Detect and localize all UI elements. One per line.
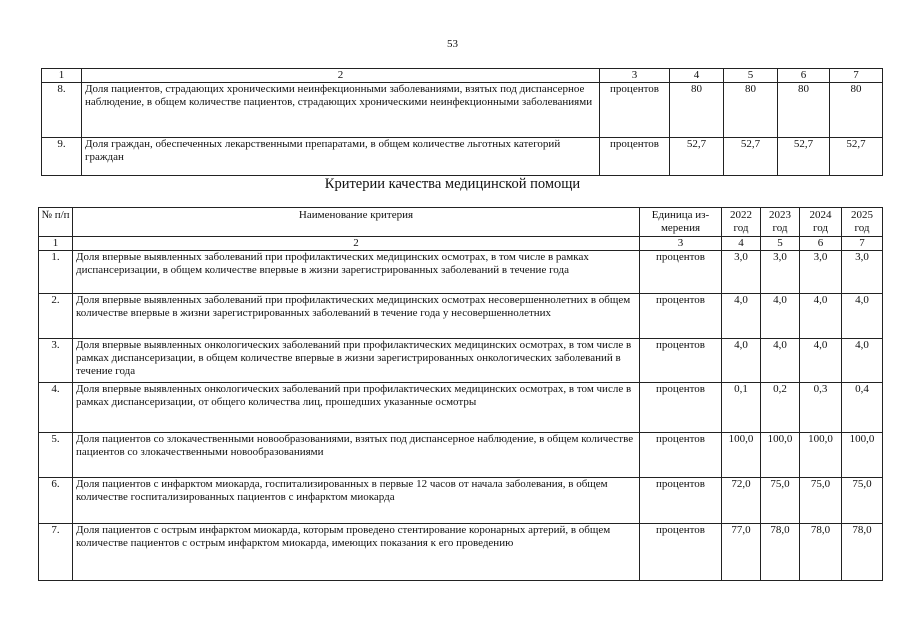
value-cell: 80 — [670, 83, 724, 138]
criterion-name: Доля пациентов со злокачественными новообразованиями, взятых под диспансерное наблюдение, в общем количестве пациентов со злокачественными новообразованиями — [73, 433, 640, 478]
row-number: 7. — [39, 524, 73, 581]
value-cell: 0,4 — [842, 383, 883, 433]
table-row — [39, 478, 883, 524]
col-header-name: Наименование критерия — [73, 208, 640, 237]
criterion-name: Доля впервые выявленных онкологических заболеваний при профилактических медицинских осмотрах, в том числе в рамках диспансеризации, от общего количества лиц, прошедших указанные осмотры — [73, 383, 640, 433]
table1-index-cell: 1 — [42, 69, 82, 83]
value-cell: 4,0 — [761, 294, 800, 339]
criterion-name: Доля пациентов с инфарктом миокарда, госпитализированных в первые 12 часов от начала заболевания, в общем количестве госпитализированных пациентов с инфарктом миокарда — [73, 478, 640, 524]
unit-cell: процентов — [640, 294, 722, 339]
value-cell: 100,0 — [761, 433, 800, 478]
value-cell: 4,0 — [842, 339, 883, 383]
table-row — [39, 383, 883, 433]
table1-index-cell: 4 — [670, 69, 724, 83]
value-cell: 100,0 — [722, 433, 761, 478]
unit-cell: процентов — [640, 478, 722, 524]
table-row — [39, 433, 883, 478]
table1-index-cell: 6 — [778, 69, 830, 83]
value-cell: 4,0 — [761, 339, 800, 383]
table1-index-row — [42, 69, 883, 83]
value-cell: 4,0 — [722, 294, 761, 339]
unit-cell: процентов — [600, 138, 670, 176]
value-cell: 75,0 — [761, 478, 800, 524]
value-cell: 80 — [778, 83, 830, 138]
value-cell: 52,7 — [724, 138, 778, 176]
col-header-year: 2023 год — [761, 208, 800, 237]
value-cell: 4,0 — [800, 339, 842, 383]
value-cell: 4,0 — [722, 339, 761, 383]
table2-index-row — [39, 237, 883, 251]
page-number: 53 — [447, 38, 458, 50]
unit-cell: процентов — [640, 524, 722, 581]
value-cell: 3,0 — [722, 251, 761, 294]
row-number: 4. — [39, 383, 73, 433]
table2-index-cell: 4 — [722, 237, 761, 251]
unit-cell: процентов — [640, 383, 722, 433]
table-row — [39, 294, 883, 339]
table2-index-cell: 6 — [800, 237, 842, 251]
value-cell: 3,0 — [842, 251, 883, 294]
col-header-year: 2025 год — [842, 208, 883, 237]
table1-index-cell: 3 — [600, 69, 670, 83]
row-number: 9. — [42, 138, 82, 176]
table2-index-cell: 2 — [73, 237, 640, 251]
indicators-table-continued — [41, 68, 883, 176]
section-title: Критерии качества медицинской помощи — [324, 176, 581, 192]
value-cell: 78,0 — [800, 524, 842, 581]
row-number: 6. — [39, 478, 73, 524]
value-cell: 52,7 — [778, 138, 830, 176]
table1-index-cell: 2 — [82, 69, 600, 83]
table2-index-cell: 1 — [39, 237, 73, 251]
value-cell: 75,0 — [842, 478, 883, 524]
row-number: 5. — [39, 433, 73, 478]
unit-cell: процентов — [640, 251, 722, 294]
value-cell: 80 — [724, 83, 778, 138]
value-cell: 4,0 — [800, 294, 842, 339]
value-cell: 0,1 — [722, 383, 761, 433]
criterion-name: Доля впервые выявленных заболеваний при профилактических медицинских осмотрах, в том числе в рамках диспансеризации, в общем количестве впервые в жизни зарегистрированных заболеваний в течение года — [73, 251, 640, 294]
row-number: 3. — [39, 339, 73, 383]
value-cell: 78,0 — [761, 524, 800, 581]
value-cell: 75,0 — [800, 478, 842, 524]
table-row — [39, 251, 883, 294]
col-header-unit: Единица измерения — [640, 208, 722, 237]
value-cell: 78,0 — [842, 524, 883, 581]
table1-index-cell: 7 — [830, 69, 883, 83]
row-number: 2. — [39, 294, 73, 339]
col-header-year: 2024 год — [800, 208, 842, 237]
value-cell: 0,2 — [761, 383, 800, 433]
col-header-year: 2022 год — [722, 208, 761, 237]
unit-cell: процентов — [640, 433, 722, 478]
table2-index-cell: 7 — [842, 237, 883, 251]
table-row — [39, 524, 883, 581]
table-row — [42, 83, 883, 138]
indicator-name: Доля пациентов, страдающих хроническими неинфекционными заболеваниями, взятых под диспансерное наблюдение, в общем количестве пациентов, страдающих хроническими неинфекционными заболеваниями — [82, 83, 600, 138]
value-cell: 3,0 — [800, 251, 842, 294]
value-cell: 72,0 — [722, 478, 761, 524]
table2-index-cell: 5 — [761, 237, 800, 251]
value-cell: 80 — [830, 83, 883, 138]
value-cell: 3,0 — [761, 251, 800, 294]
value-cell: 0,3 — [800, 383, 842, 433]
unit-cell: процентов — [640, 339, 722, 383]
unit-cell: процентов — [600, 83, 670, 138]
value-cell: 77,0 — [722, 524, 761, 581]
row-number: 8. — [42, 83, 82, 138]
criterion-name: Доля впервые выявленных заболеваний при профилактических медицинских осмотрах несовершеннолетних в общем количестве впервые в жизни зарегистрированных заболеваний в течение года у несовершеннолетних — [73, 294, 640, 339]
value-cell: 52,7 — [670, 138, 724, 176]
col-header-number: № п/п — [39, 208, 73, 237]
table2-index-cell: 3 — [640, 237, 722, 251]
table2-header-row — [39, 208, 883, 237]
table-row — [39, 339, 883, 383]
criterion-name: Доля пациентов с острым инфарктом миокарда, которым проведено стентирование коронарных артерий, в общем количестве пациентов с острым инфарктом миокарда, имеющих показания к его проведению — [73, 524, 640, 581]
value-cell: 52,7 — [830, 138, 883, 176]
quality-criteria-table — [38, 207, 883, 581]
value-cell: 4,0 — [842, 294, 883, 339]
table-row — [42, 138, 883, 176]
indicator-name: Доля граждан, обеспеченных лекарственными препаратами, в общем количестве льготных категорий граждан — [82, 138, 600, 176]
table1-index-cell: 5 — [724, 69, 778, 83]
criterion-name: Доля впервые выявленных онкологических заболеваний при профилактических медицинских осмотрах, в том числе в рамках диспансеризации, в общем количестве впервые в жизни зарегистрированных онкологических заболеваний в течение года — [73, 339, 640, 383]
row-number: 1. — [39, 251, 73, 294]
value-cell: 100,0 — [800, 433, 842, 478]
value-cell: 100,0 — [842, 433, 883, 478]
